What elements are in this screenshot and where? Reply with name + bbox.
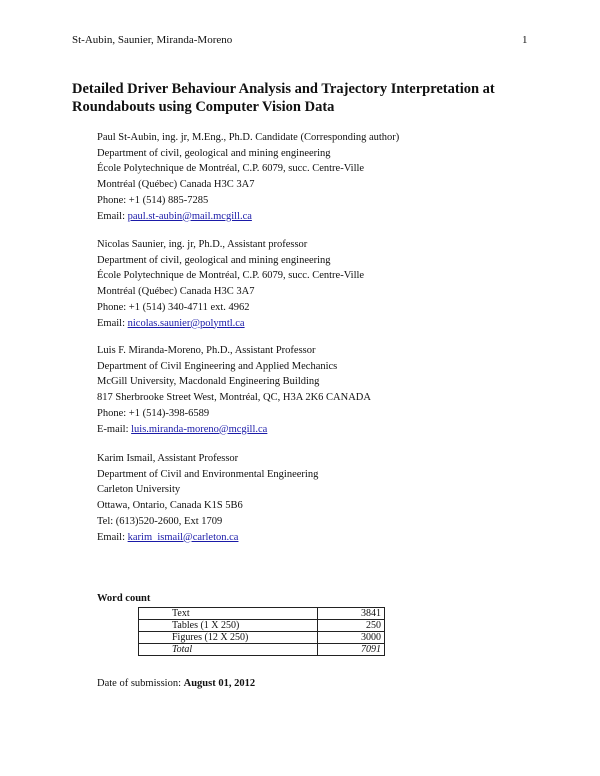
email-label: Email: — [97, 531, 128, 543]
row-value: 250 — [318, 620, 385, 632]
author-email-line — [97, 316, 537, 332]
author-line: Department of Civil and Environmental Engineering — [97, 468, 319, 480]
email-link[interactable]: luis.miranda-moreno@mcgill.ca — [131, 423, 268, 435]
author-line: Carleton University — [97, 484, 181, 496]
email-link[interactable]: karim_ismail@carleton.ca — [127, 531, 239, 543]
author-line: École Polytechnique de Montréal, C.P. 6079, succ. Centre-Ville — [97, 270, 365, 282]
email-link[interactable]: paul.st-aubin@mail.mcgill.ca — [127, 210, 252, 222]
author-line: Nicolas Saunier, ing. jr, Ph.D., Assistant professor — [97, 239, 308, 250]
email-link[interactable]: nicolas.saunier@polymtl.ca — [127, 317, 245, 329]
running-header: St-Aubin, Saunier, Miranda-Moreno — [72, 34, 233, 46]
author-email-line — [97, 530, 537, 546]
table-row — [139, 620, 385, 632]
author-line: Phone: +1 (514) 885-7285 — [97, 194, 209, 206]
author-line: Tel: (613)520-2600, Ext 1709 — [97, 515, 223, 527]
author-block-2 — [97, 237, 537, 331]
word-count-heading: Word count — [97, 593, 151, 604]
email-label: E-mail: — [97, 423, 132, 435]
author-email-line — [97, 422, 537, 438]
paper-title-line: Roundabouts using Computer Vision Data — [72, 99, 335, 115]
row-value: 3841 — [318, 608, 385, 620]
author-block-1 — [97, 130, 537, 224]
author-line: Montréal (Québec) Canada H3C 3A7 — [97, 286, 255, 298]
table-row — [139, 632, 385, 644]
author-email-line — [97, 209, 537, 225]
author-line: Montréal (Québec) Canada H3C 3A7 — [97, 179, 255, 191]
author-line: Department of Civil Engineering and Applied Mechanics — [97, 360, 338, 372]
author-line: Department of civil, geological and mining engineering — [97, 254, 331, 266]
row-label: Text — [139, 608, 318, 620]
paper-title — [72, 80, 512, 116]
page-number: 1 — [522, 34, 528, 46]
author-line: McGill University, Macdonald Engineering Building — [97, 376, 320, 388]
paper-title-line: Detailed Driver Behaviour Analysis and Trajectory Interpretation at — [72, 81, 495, 97]
author-line: Phone: +1 (514) 340-4711 ext. 4962 — [97, 301, 250, 313]
submission-date-value: August 01, 2012 — [183, 678, 256, 689]
author-line: École Polytechnique de Montréal, C.P. 6079, succ. Centre-Ville — [97, 163, 365, 175]
submission-label: Date of submission: — [97, 678, 184, 689]
row-label: Tables (1 X 250) — [139, 620, 318, 632]
author-block-4 — [97, 451, 537, 545]
author-block-3 — [97, 343, 537, 437]
row-value: 7091 — [318, 644, 385, 656]
email-label: Email: — [97, 317, 128, 329]
word-count-table — [138, 607, 385, 656]
table-row-total — [139, 644, 385, 656]
row-label: Figures (12 X 250) — [139, 632, 318, 644]
submission-date — [97, 678, 255, 689]
author-line: 817 Sherbrooke Street West, Montréal, QC, H3A 2K6 CANADA — [97, 392, 371, 404]
table-row — [139, 608, 385, 620]
author-line: Department of civil, geological and mining engineering — [97, 147, 331, 159]
author-line: Phone: +1 (514)-398-6589 — [97, 407, 210, 419]
author-line: Ottawa, Ontario, Canada K1S 5B6 — [97, 500, 243, 512]
author-line: Luis F. Miranda-Moreno, Ph.D., Assistant Professor — [97, 345, 316, 356]
author-line: Karim Ismail, Assistant Professor — [97, 453, 239, 464]
row-value: 3000 — [318, 632, 385, 644]
email-label: Email: — [97, 210, 128, 222]
row-label: Total — [139, 644, 318, 656]
author-line: Paul St-Aubin, ing. jr, M.Eng., Ph.D. Candidate (Corresponding author) — [97, 132, 400, 143]
